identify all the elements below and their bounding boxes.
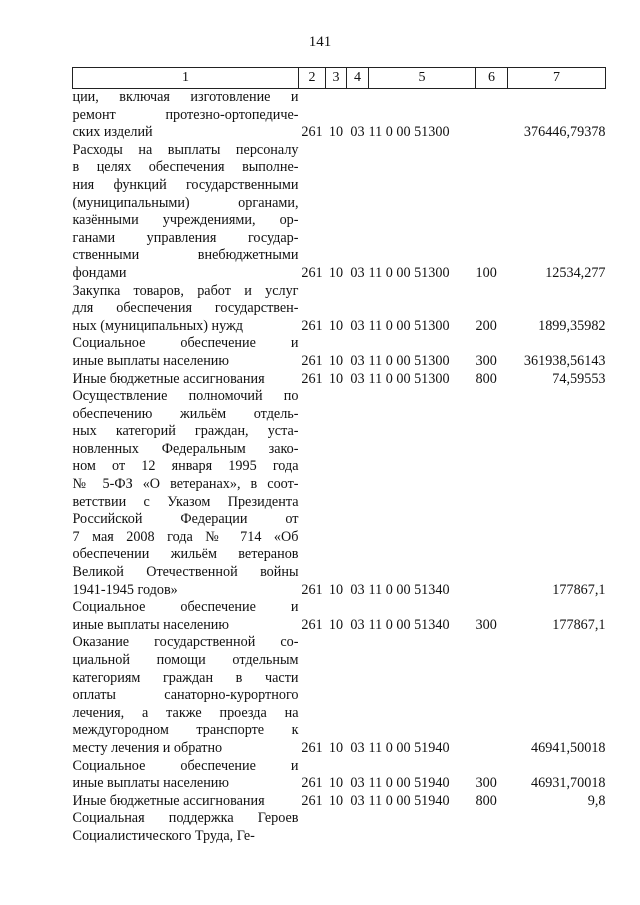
description-line: Социалистического Труда, Ге- (72, 827, 255, 844)
table-row (73, 142, 606, 283)
description-line: (муниципальными) органами, (72, 194, 299, 211)
expense-type-cell (476, 634, 508, 757)
table-row (73, 810, 606, 845)
row-description (73, 810, 299, 845)
row-description (73, 793, 299, 811)
description-line: категориям граждан в части (72, 669, 299, 686)
expense-type-cell (476, 810, 508, 845)
description-line: Социальная поддержка Героев (72, 810, 299, 827)
description-line: 7 мая 2008 года № 714 «Об (72, 528, 299, 545)
budget-code-cell: 261 (301, 792, 323, 809)
section-cell: 10 (328, 124, 344, 141)
description-line: лечения, а также проезда на (72, 704, 299, 721)
page-number: 141 (308, 34, 332, 50)
description-line: ремонт протезно-ортопедиче- (72, 106, 299, 123)
row-description (73, 758, 299, 793)
target-article-cell: 11 0 00 51940 (368, 739, 450, 756)
amount-cell: 9,8 (587, 792, 606, 809)
description-line: оплаты санаторно-курортного (72, 687, 299, 704)
subsection-cell (347, 810, 369, 845)
amount-cell: 1899,35982 (538, 317, 606, 334)
row-description (73, 634, 299, 757)
section-cell: 10 (328, 616, 344, 633)
table-row (73, 793, 606, 811)
row-description (73, 283, 299, 336)
target-article-cell: 11 0 00 51940 (368, 792, 450, 809)
column-header-7: 7 (508, 68, 606, 89)
description-line: Закупка товаров, работ и услуг (72, 282, 299, 299)
description-line: Социальное обеспечение и (72, 599, 299, 616)
section-cell: 10 (328, 352, 344, 369)
subsection-cell: 03 (350, 317, 365, 334)
column-header-5: 5 (369, 68, 476, 89)
subsection-cell: 03 (350, 581, 365, 598)
description-line: ских изделий (72, 124, 153, 141)
row-description (73, 599, 299, 634)
budget-code-cell: 261 (301, 124, 323, 141)
table-row (73, 371, 606, 389)
expense-type-cell: 300 (475, 352, 497, 369)
amount-cell: 46941,50018 (531, 739, 606, 756)
description-line: для обеспечения государствен- (72, 300, 299, 317)
section-cell: 10 (328, 775, 344, 792)
description-line: № 5-ФЗ «О ветеранах», в соот- (72, 476, 299, 493)
budget-code-cell: 261 (301, 616, 323, 633)
target-article-cell: 11 0 00 51340 (368, 581, 450, 598)
description-line: в целях обеспечения выполне- (72, 159, 299, 176)
target-article-cell: 11 0 00 51300 (368, 124, 450, 141)
description-line: обеспечению жильём отдель- (72, 405, 299, 422)
section-cell: 10 (328, 739, 344, 756)
amount-cell: 376446,79378 (523, 124, 606, 141)
expense-type-cell: 300 (475, 616, 497, 633)
subsection-cell: 03 (350, 352, 365, 369)
description-line: Осуществление полномочий по (72, 388, 299, 405)
table-row (73, 335, 606, 370)
column-header-3: 3 (326, 68, 347, 89)
amount-cell: 361938,56143 (523, 352, 606, 369)
section-cell (326, 810, 347, 845)
description-line: обеспечении жильём ветеранов (72, 546, 299, 563)
budget-code-cell: 261 (301, 581, 323, 598)
budget-code-cell: 261 (301, 264, 323, 281)
description-line: ветствии с Указом Президента (72, 493, 299, 510)
description-line: Иные бюджетные ассигнования (72, 370, 265, 387)
target-article-cell: 11 0 00 51940 (368, 775, 450, 792)
description-line: фондами (72, 264, 127, 281)
description-line: циальной помощи отдельным (72, 652, 299, 668)
budget-table (72, 67, 606, 846)
description-line: месту лечения и обратно (72, 739, 223, 756)
table-row (73, 599, 606, 634)
target-article-cell: 11 0 00 51300 (368, 370, 450, 387)
expense-type-cell: 300 (475, 775, 497, 792)
amount-cell: 74,59553 (552, 370, 606, 387)
description-line: казёнными учреждениями, ор- (72, 212, 299, 229)
description-line: ния функций государственными (72, 176, 299, 193)
amount-cell: 177867,1 (552, 581, 606, 598)
expense-type-cell (476, 388, 508, 599)
budget-code-cell: 261 (301, 352, 323, 369)
amount-cell: 12534,277 (545, 264, 606, 281)
amount-cell: 177867,1 (552, 616, 606, 633)
description-line: новленных Федеральным зако- (72, 440, 299, 457)
row-description (73, 388, 299, 599)
row-description (73, 142, 299, 283)
expense-type-cell: 800 (475, 792, 497, 809)
budget-code-cell: 261 (301, 317, 323, 334)
description-line: ном от 12 января 1995 года (72, 458, 299, 475)
target-article-cell (369, 810, 476, 845)
description-line: ственными внебюджетными (72, 247, 299, 264)
subsection-cell: 03 (350, 370, 365, 387)
target-article-cell: 11 0 00 51340 (368, 616, 450, 633)
section-cell: 10 (328, 370, 344, 387)
section-cell: 10 (328, 581, 344, 598)
row-description (73, 335, 299, 370)
expense-type-cell: 800 (475, 370, 497, 387)
description-line: Оказание государственной со- (72, 634, 299, 651)
subsection-cell: 03 (350, 264, 365, 281)
amount-cell (508, 810, 606, 845)
budget-code-cell (299, 810, 326, 845)
section-cell: 10 (328, 317, 344, 334)
description-line: Расходы на выплаты персоналу (72, 141, 299, 158)
description-line: Социальное обеспечение и (72, 757, 299, 774)
table-header-row (73, 68, 606, 89)
description-line: ганами управления государ- (72, 229, 299, 246)
description-line: ции, включая изготовление и (72, 89, 299, 105)
description-line: иные выплаты населению (72, 352, 229, 369)
description-line: Великой Отечественной войны (72, 564, 299, 581)
target-article-cell: 11 0 00 51300 (368, 264, 450, 281)
description-line: ных (муниципальных) нужд (72, 317, 244, 334)
description-line: ных категорий граждан, уста- (72, 423, 299, 440)
subsection-cell: 03 (350, 775, 365, 792)
target-article-cell: 11 0 00 51300 (368, 352, 450, 369)
expense-type-cell (476, 89, 508, 142)
target-article-cell: 11 0 00 51300 (368, 317, 450, 334)
description-line: междугородном транспорте к (72, 722, 299, 739)
table-row (73, 89, 606, 142)
description-line: Российской Федерации от (72, 511, 299, 528)
budget-code-cell: 261 (301, 775, 323, 792)
table-row (73, 283, 606, 336)
expense-type-cell: 100 (475, 264, 497, 281)
description-line: Социальное обеспечение и (72, 335, 299, 352)
section-cell: 10 (328, 792, 344, 809)
description-line: иные выплаты населению (72, 775, 229, 792)
subsection-cell: 03 (350, 739, 365, 756)
expense-type-cell: 200 (475, 317, 497, 334)
table-row (73, 634, 606, 757)
description-line: иные выплаты населению (72, 616, 229, 633)
budget-code-cell: 261 (301, 370, 323, 387)
section-cell: 10 (328, 264, 344, 281)
budget-code-cell: 261 (301, 739, 323, 756)
table-row (73, 388, 606, 599)
column-header-2: 2 (299, 68, 326, 89)
table-row (73, 758, 606, 793)
column-header-6: 6 (476, 68, 508, 89)
row-description (73, 89, 299, 142)
amount-cell: 46931,70018 (531, 775, 606, 792)
column-header-4: 4 (347, 68, 369, 89)
column-header-1: 1 (73, 68, 299, 89)
subsection-cell: 03 (350, 792, 365, 809)
description-line: 1941-1945 годов» (72, 581, 178, 598)
subsection-cell: 03 (350, 616, 365, 633)
description-line: Иные бюджетные ассигнования (72, 792, 265, 809)
subsection-cell: 03 (350, 124, 365, 141)
row-description (73, 371, 299, 389)
